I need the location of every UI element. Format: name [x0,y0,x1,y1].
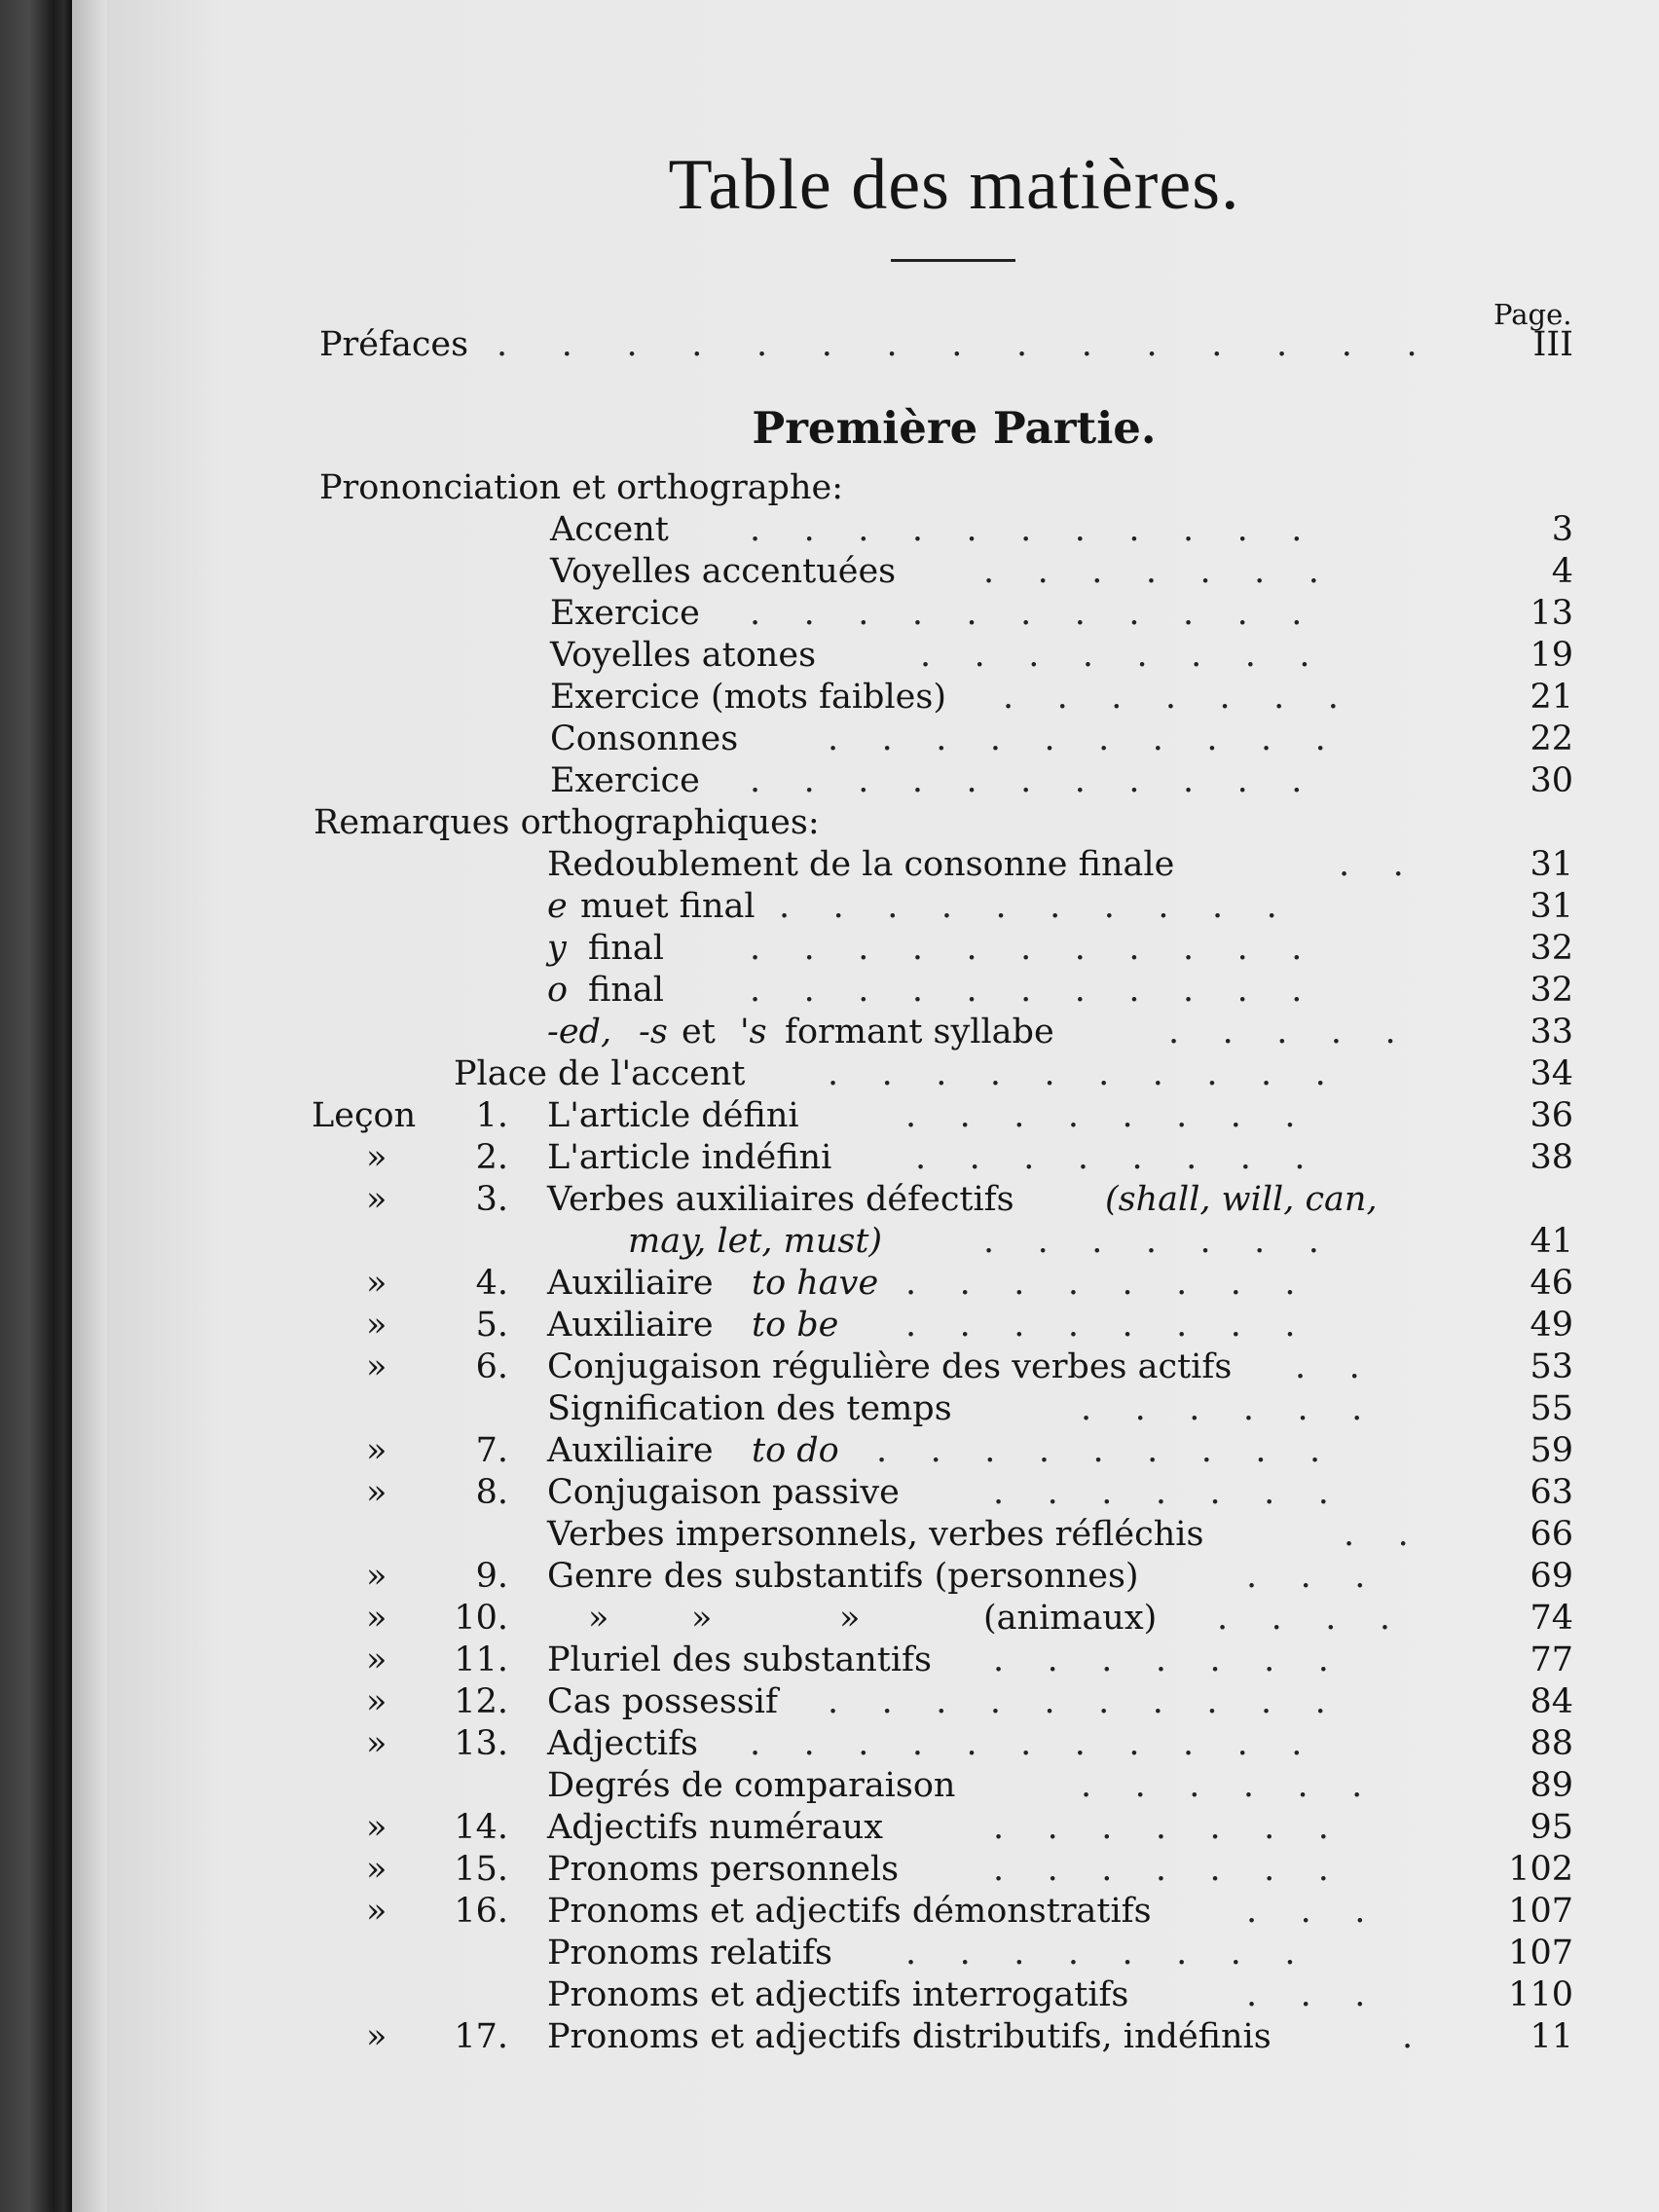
toc-lecon-8-sub [0,1514,1659,1556]
toc-entry-label: Auxiliaire [547,1306,714,1345]
toc-entry-page: 31 [1530,887,1573,926]
toc-entry-page: 95 [1530,1808,1573,1847]
dot-leader: . . . . . [1168,1013,1396,1051]
ditto-mark: » [366,1473,387,1512]
toc-entry-page: 4 [1551,552,1573,591]
part-title: Première Partie. [752,402,1157,454]
dot-leader: . . . . . . . . [915,1138,1306,1177]
lecon-number: 11. [454,1641,508,1679]
toc-lecon-7 [0,1430,1659,1472]
ditto-mark: » [366,1808,387,1847]
toc-lecon-14 [0,1807,1659,1849]
toc-entry-page: 74 [1530,1599,1573,1638]
dot-leader: . . . . . . . [993,1850,1329,1889]
toc-entry-page: 55 [1530,1389,1573,1428]
toc-entry-redoublement [0,844,1659,886]
ditto-mark: » [366,1641,387,1679]
toc-entry-y-final [0,928,1659,970]
lecon-number: 10. [454,1599,508,1638]
toc-entry-preface [0,324,1659,366]
dot-leader: . . . . . . . . . . [828,719,1326,758]
toc-entry-italic: to be [752,1306,839,1345]
toc-entry-label: Exercice [550,594,700,633]
dot-leader: . [1402,2017,1414,2056]
toc-lecon-13 [0,1723,1659,1765]
toc-entry-page: 36 [1530,1096,1573,1135]
toc-entry-page: 49 [1530,1306,1573,1345]
toc-entry-label: et [682,1013,716,1051]
toc-entry-label: Voyelles atones [550,636,817,675]
toc-lecon-2 [0,1137,1659,1179]
toc-lecon-16 [0,1891,1659,1933]
toc-entry-e-muet-final [0,886,1659,928]
section-heading-remarques [0,802,1659,844]
toc-lecon-4 [0,1263,1659,1305]
dot-leader: . . . . . . . [993,1473,1329,1512]
toc-lecon-15 [0,1849,1659,1891]
lecon-number: 8. [475,1473,508,1512]
toc-entry-page: 34 [1530,1054,1573,1093]
lecon-number: 7. [475,1431,508,1470]
dot-leader: . . . . . . . . . . . [750,761,1303,800]
toc-entry-page: 21 [1530,678,1573,717]
ditto-mark: » [691,1599,713,1638]
toc-entry-label: Conjugaison régulière des verbes actifs [547,1347,1233,1386]
toc-entry-italic: to do [752,1431,839,1470]
lecon-number: 5. [475,1306,508,1345]
toc-entry-page: 89 [1530,1766,1573,1805]
section-heading: Prononciation et orthographe: [319,468,844,507]
lecon-number: 16. [454,1892,508,1931]
toc-entry-italic: -ed, [547,1013,612,1051]
dot-leader: . . . [1246,1557,1366,1596]
toc-entry-label: final [588,971,664,1010]
toc-entry-page: 32 [1530,971,1573,1010]
toc-entry-page: 11 [1530,2017,1573,2056]
toc-lecon-3-cont [0,1221,1659,1263]
dot-leader: . . . . . . [1081,1766,1363,1805]
dot-leader: . . . . . . . [983,1222,1319,1261]
lecon-number: 2. [475,1138,508,1177]
toc-lecon-13-sub [0,1765,1659,1807]
ditto-mark: » [366,1892,387,1931]
dot-leader: . . [1339,845,1404,884]
toc-entry-label: Verbes impersonnels, verbes réfléchis [547,1515,1204,1554]
toc-entry-italic: (shall, will, can, [1105,1180,1378,1219]
ditto-mark: » [366,1850,387,1889]
lecon-number: 13. [454,1724,508,1763]
toc-entry-label: muet final [580,887,756,926]
toc-entry-label: L'article indéfini [547,1138,832,1177]
toc-entry-place-accent [0,1053,1659,1095]
dot-leader: . . . . . . . . . . . [750,1724,1303,1763]
ditto-mark: » [366,2017,387,2056]
toc-entry-exercice-mots-faibles [0,677,1659,719]
toc-entry-page: 38 [1530,1138,1573,1177]
toc-entry-page: 3 [1551,510,1573,549]
lecon-number: 9. [475,1557,508,1596]
toc-entry-label: Genre des substantifs (personnes) [547,1557,1139,1596]
toc-entry-italic: o [547,971,569,1010]
lecon-number: 3. [475,1180,508,1219]
dot-leader: . . . . . . . . . . [779,887,1277,926]
dot-leader: . . . [1246,1975,1366,2014]
toc-entry-page: 19 [1530,636,1573,675]
toc-entry-page: 13 [1530,594,1573,633]
dot-leader: . . . . . . . [993,1808,1329,1847]
toc-entry-italic: -s [639,1013,668,1051]
toc-entry-page: 30 [1530,761,1573,800]
ditto-mark: » [839,1599,861,1638]
toc-entry-italic: 's [740,1013,767,1051]
toc-entry-page: 46 [1530,1264,1573,1303]
dot-leader: . . . . . . . . [905,1096,1296,1135]
section-heading-prononciation [0,467,1659,509]
dot-leader: . . [1295,1347,1360,1386]
lecon-number: 17. [454,2017,508,2056]
dot-leader: . . . [1246,1892,1366,1931]
ditto-mark: » [366,1431,387,1470]
toc-entry-page: 31 [1530,845,1573,884]
toc-entry-page: 107 [1508,1892,1573,1931]
dot-leader: . . [1344,1515,1409,1554]
toc-entry-page: 84 [1530,1682,1573,1721]
toc-lecon-10 [0,1598,1659,1640]
ditto-mark: » [366,1682,387,1721]
toc-entry-page: 107 [1508,1934,1573,1972]
toc-entry-consonnes [0,719,1659,760]
dot-leader: . . . . . . . . [905,1306,1296,1345]
dot-leader: . . . . . . [1081,1389,1363,1428]
toc-entry-page: 59 [1530,1431,1573,1470]
ditto-mark: » [366,1599,387,1638]
dot-leader: . . . . . . . . . . . [750,510,1303,549]
dot-leader: . . . . . . . . . . . [750,594,1303,633]
toc-entry-label: Auxiliaire [547,1431,714,1470]
toc-entry-label: Exercice [550,761,700,800]
toc-entry-label: Consonnes [550,719,739,758]
toc-lecon-12 [0,1681,1659,1723]
toc-entry-page: 88 [1530,1724,1573,1763]
toc-entry-page: 77 [1530,1641,1573,1679]
section-heading: Remarques orthographiques: [313,803,820,842]
ditto-mark: » [366,1138,387,1177]
toc-entry-italic: e [547,887,568,926]
toc-entry-page: 110 [1508,1975,1573,2014]
dot-leader: . . . . . . . . [905,1934,1296,1972]
toc-entry-voyelles-atones [0,635,1659,677]
ditto-mark: » [588,1599,609,1638]
toc-entry-label: Cas possessif [547,1682,778,1721]
lecon-number: 6. [475,1347,508,1386]
toc-entry-ed-s-formant-syllabe [0,1012,1659,1053]
ditto-mark: » [366,1724,387,1763]
dot-leader: . . . . . . . . . . . [750,971,1303,1010]
ditto-mark: » [366,1180,387,1219]
lecon-label: Leçon [312,1096,417,1135]
dot-leader: . . . . . . . . [905,1264,1296,1303]
toc-entry-label: Adjectifs [547,1724,699,1763]
dot-leader: . . . . . . . [1003,678,1339,717]
dot-leader: . . . . . . . . . . . . . . . [497,325,1418,364]
toc-entry-page: 66 [1530,1515,1573,1554]
toc-lecon-11 [0,1640,1659,1681]
toc-entry-label: Exercice (mots faibles) [550,678,946,717]
dot-leader: . . . . . . . [983,552,1319,591]
toc-entry-label: (animaux) [983,1599,1158,1638]
dot-leader: . . . . . . . . . [876,1431,1321,1470]
toc-entry-label: Verbes auxiliaires défectifs [547,1180,1014,1219]
dot-leader: . . . . . . . [993,1641,1329,1679]
lecon-number: 15. [454,1850,508,1889]
dot-leader: . . . . . . . . . . . [750,929,1303,968]
toc-entry-page: 102 [1508,1850,1573,1889]
toc-entry-italic: to have [752,1264,879,1303]
toc-entry-page: 69 [1530,1557,1573,1596]
toc-entry-page: 53 [1530,1347,1573,1386]
lecon-number: 1. [475,1096,508,1135]
toc-entry-label: Pronoms relatifs [547,1934,832,1972]
toc-entry-exercice-2 [0,760,1659,802]
toc-entry-page: 32 [1530,929,1573,968]
toc-entry-label: Auxiliaire [547,1264,714,1303]
toc-lecon-16-sub-interrogatifs [0,1974,1659,2016]
toc-entry-italic: may, let, must) [628,1222,883,1261]
toc-entry-label: Pronoms et adjectifs interrogatifs [547,1975,1129,2014]
toc-entry-label: Place de l'accent [454,1054,746,1093]
lecon-number: 4. [475,1264,508,1303]
ditto-mark: » [366,1264,387,1303]
toc-lecon-9 [0,1556,1659,1598]
toc-entry-label: formant syllabe [785,1013,1054,1051]
page-title: Table des matières. [668,145,1240,225]
toc-lecon-6 [0,1346,1659,1388]
dot-leader: . . . . . . . . . . [828,1682,1326,1721]
toc-entry-label: L'article défini [547,1096,799,1135]
toc-lecon-1 [0,1095,1659,1137]
toc-entry-label: Pluriel des substantifs [547,1641,932,1679]
ditto-mark: » [366,1347,387,1386]
toc-entry-page: 41 [1530,1222,1573,1261]
toc-entry-label: Conjugaison passive [547,1473,900,1512]
toc-entry-page: III [1532,325,1573,364]
toc-lecon-16-sub-relatifs [0,1933,1659,1974]
toc-entry-page: 63 [1530,1473,1573,1512]
toc-entry-label: Voyelles accentuées [550,552,897,591]
toc-entry-o-final [0,970,1659,1012]
lecon-number: 12. [454,1682,508,1721]
toc-entry-label: Degrés de comparaison [547,1766,956,1805]
toc-entry-page: 22 [1530,719,1573,758]
toc-entry-voyelles-accentuees [0,551,1659,593]
lecon-number: 14. [454,1808,508,1847]
toc-entry-label: Préfaces [319,325,469,364]
toc-lecon-3 [0,1179,1659,1221]
ditto-mark: » [366,1306,387,1345]
dot-leader: . . . . . . . . [920,636,1310,675]
toc-entry-italic: y [547,929,567,968]
toc-lecon-8 [0,1472,1659,1514]
toc-entry-label: Signification des temps [547,1389,952,1428]
toc-entry-label: Accent [550,510,669,549]
toc-entry-label: Adjectifs numéraux [547,1808,884,1847]
toc-entry-label: Redoublement de la consonne finale [547,845,1175,884]
toc-entry-label: final [588,929,664,968]
toc-lecon-6-sub [0,1388,1659,1430]
ditto-mark: » [366,1557,387,1596]
toc-entry-label: Pronoms personnels [547,1850,900,1889]
toc-entry-label: Pronoms et adjectifs démonstratifs [547,1892,1152,1931]
dot-leader: . . . . [1217,1599,1391,1638]
toc-lecon-17 [0,2016,1659,2058]
dot-leader: . . . . . . . . . . [828,1054,1326,1093]
toc-entry-label: Pronoms et adjectifs distributifs, indéfinis [547,2017,1272,2056]
toc-lecon-5 [0,1305,1659,1346]
toc-entry-page: 33 [1530,1013,1573,1051]
toc-entry-accent [0,509,1659,551]
toc-entry-exercice [0,593,1659,635]
page-column-header: Page. [1493,298,1572,331]
